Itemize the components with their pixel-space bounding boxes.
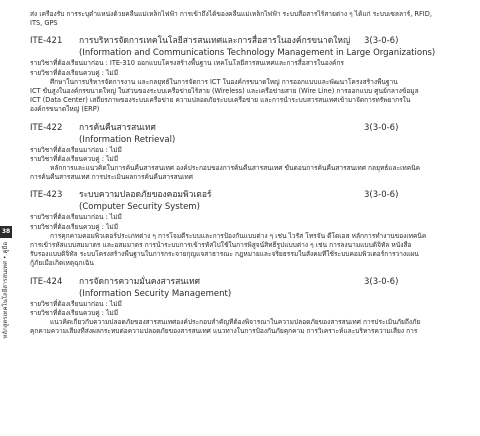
course-header <box>30 122 470 135</box>
description-line: การค้นคืนสารสนเทศ การประเมินผลการค้นคืนสารสนเทศ <box>30 173 193 182</box>
side-tab <box>0 226 12 372</box>
intro-line: ITS, GPS <box>30 19 58 28</box>
description-line: การเข้ารหัสแบบสมมาตร และอสมมาตร การนำระบบการเข้ารหัสไปใช้ในการพิสูจน์สิทธิ์รูปแบบต่าง ๆ เช่น การลงนามแบบดิจิทัล หนังสือ <box>30 241 412 250</box>
description-line: การคุกคามคอมพิวเตอร์ประเภทต่าง ๆ การโจมตีระบบและการป้องกันแบบต่าง ๆ เช่น ไวรัส โทรจัน ดีโดเอส หลักการทำงานของเทคนิค <box>50 231 427 240</box>
prerequisite: รายวิชาที่ต้องเรียนมาก่อน : ITE-310 ออกแบบโครงสร้างพื้นฐาน เทคโนโลยีสารสนเทศและการสื่อสารในองค์กร <box>30 59 344 68</box>
course-credit: 3(3-0-6) <box>364 36 399 47</box>
course-header <box>30 189 470 202</box>
description-line: ICT ขั้นสูงในองค์กรขนาดใหญ่ ในส่วนของระบบเครือข่ายไร้สาย (Wireless) และเครือข่ายสาย (Wire Line) การออกแบบ ศูนย์กลางข้อมูล <box>30 87 419 96</box>
course-entry <box>30 35 470 114</box>
course-description <box>30 78 470 115</box>
side-running-title: หลักสูตรเทคโนโลยีสารสนเทศ • คู่มือ <box>2 242 9 339</box>
course-title-en: (Information Security Management) <box>79 288 232 299</box>
description-line: คุกคามความเสี่ยงที่ส่งผลกระทบต่อความปลอดภัยของสารสนเทศ แนวทางในการป้องกันภัยคุกคาม การวิเคราะห์และบริหารความเสี่ยง การ <box>30 327 418 336</box>
course-code: ITE-422 <box>30 122 63 133</box>
course-credit: 3(3-0-6) <box>364 276 399 287</box>
course-title-en: (Information and Communications Technology Management in Large Organizations) <box>79 48 436 59</box>
description-line: ศึกษาในการบริหารจัดการงาน และกลยุทธ์ในการจัดการ ICT ในองค์กรขนาดใหญ่ การออกแบบและพัฒนาโครงสร้างพื้นฐาน <box>50 77 398 86</box>
corequisite: รายวิชาที่ต้องเรียนควบคู่ : ไม่มี <box>30 68 119 77</box>
course-description <box>30 318 470 336</box>
description-line: องค์กรขนาดใหญ่ (ERP) <box>30 105 100 114</box>
description-line: รับรองแบบดิจิทัล ระบบโครงสร้างพื้นฐานในการกระจายกุญแจสาธารณะ กฎหมายและจริยธรรมในสังคมที่ใช้ระบบคอมพิวเตอร์การวางแผน <box>30 250 419 259</box>
course-title-th: การจัดการความมั่นคงสารสนเทศ <box>79 276 200 287</box>
course-description <box>30 164 470 182</box>
course-credit: 3(3-0-6) <box>364 190 399 201</box>
course-entry <box>30 276 470 337</box>
course-description <box>30 232 470 269</box>
course-title-en: (Computer Security System) <box>79 202 200 213</box>
page-number: 38 <box>0 226 12 238</box>
corequisite: รายวิชาที่ต้องเรียนควบคู่ : ไม่มี <box>30 308 119 317</box>
course-title-en: (Information Retrieval) <box>79 134 176 145</box>
prerequisite: รายวิชาที่ต้องเรียนมาก่อน : ไม่มี <box>30 213 122 222</box>
page-content <box>30 10 470 336</box>
course-code: ITE-421 <box>30 36 63 47</box>
course-code: ITE-423 <box>30 190 63 201</box>
intro-line: ส่ง เครื่องรับ การระบุตำแหน่งด้วยคลื่นแม่เหล็กไฟฟ้า การเข้าถึงได้ของคลื่นแม่เหล็กไฟฟ้า ระบบสื่อสารไร้สายต่าง ๆ ได้แก่ ระบบเซลลาร์, RFID, <box>30 10 432 18</box>
description-line: ICT (Data Center) เสถียรภาพของระบบเครือข่าย ความปลอดภัยระบบเครือข่าย และการนำระบบสารสนเทศเข้ามาจัดการทรัพยากรใน <box>30 96 411 105</box>
course-entry <box>30 189 470 268</box>
corequisite: รายวิชาที่ต้องเรียนควบคู่ : ไม่มี <box>30 222 119 231</box>
prerequisite: รายวิชาที่ต้องเรียนมาก่อน : ไม่มี <box>30 145 122 154</box>
description-line: หลักการและแนวคิดในการค้นคืนสารสนเทศ องค์ประกอบของการค้นคืนสารสนเทศ ขั้นตอนการค้นคืนสารสนเทศ กลยุทธ์และเทคนิค <box>50 164 421 173</box>
description-line: กู้ภัยเมื่อเกิดเหตุฉุกเฉิน <box>30 259 94 268</box>
course-title-th: การค้นคืนสารสนเทศ <box>79 122 156 133</box>
course-header <box>30 276 470 289</box>
course-header <box>30 35 470 48</box>
course-title-th: ระบบความปลอดภัยของคอมพิวเตอร์ <box>79 190 212 201</box>
course-credit: 3(3-0-6) <box>364 122 399 133</box>
course-title-th: การบริหารจัดการเทคโนโลยีสารสนเทศและการสื่อสารในองค์กรขนาดใหญ่ <box>79 36 351 47</box>
corequisite: รายวิชาที่ต้องเรียนควบคู่ : ไม่มี <box>30 154 119 163</box>
description-line: แนวคิดเกี่ยวกับความปลอดภัยของสารสนเทศองค์ประกอบสำคัญที่ต้องพิจารณาในความปลอดภัยของสารสนเทศ การประเมินภัยถึงภัย <box>50 318 421 327</box>
prerequisite: รายวิชาที่ต้องเรียนมาก่อน : ไม่มี <box>30 299 122 308</box>
course-entry <box>30 122 470 183</box>
course-code: ITE-424 <box>30 276 63 287</box>
